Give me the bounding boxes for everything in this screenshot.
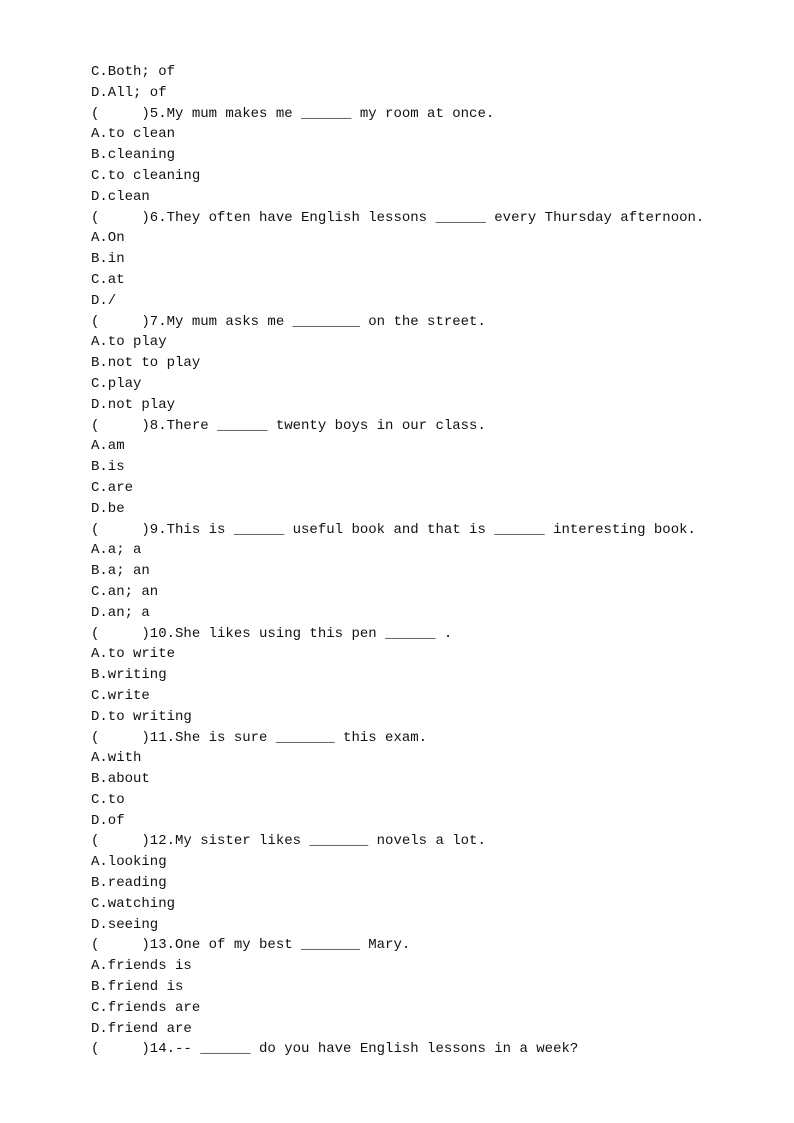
option-line: C.to cleaning bbox=[91, 167, 201, 184]
option-line: B.friend is bbox=[91, 979, 184, 996]
option-line: A.to write bbox=[91, 646, 176, 663]
question-line: ( )13.One of my best _______ Mary. bbox=[91, 937, 411, 954]
option-line: A.a; a bbox=[91, 542, 142, 559]
option-line: C.at bbox=[91, 271, 125, 288]
option-line: A.to clean bbox=[91, 126, 176, 143]
question-line: ( )5.My mum makes me ______ my room at once. bbox=[91, 105, 495, 122]
option-line: A.to play bbox=[91, 334, 167, 351]
question-line: ( )6.They often have English lessons ______ every Thursday afternoon. bbox=[91, 209, 705, 226]
option-line: D.to writing bbox=[91, 708, 192, 725]
option-line: B.not to play bbox=[91, 355, 201, 372]
question-line: ( )8.There ______ twenty boys in our class. bbox=[91, 417, 486, 434]
option-line: C.watching bbox=[91, 895, 176, 912]
option-line: D.an; a bbox=[91, 604, 150, 621]
option-line: B.about bbox=[91, 771, 150, 788]
option-line: C.Both; of bbox=[91, 64, 176, 80]
option-line: D.seeing bbox=[91, 916, 159, 933]
option-line: D.All; of bbox=[91, 84, 167, 101]
worksheet-page bbox=[91, 62, 771, 1060]
question-line: ( )11.She is sure _______ this exam. bbox=[91, 729, 428, 746]
question-line: ( )14.-- ______ do you have English lessons in a week? bbox=[91, 1041, 579, 1058]
option-line: D.clean bbox=[91, 188, 150, 205]
option-line: B.writing bbox=[91, 667, 167, 684]
option-line: D.of bbox=[91, 812, 125, 829]
option-line: A.On bbox=[91, 230, 125, 247]
option-line: A.looking bbox=[91, 854, 167, 871]
option-line: A.am bbox=[91, 438, 125, 455]
option-line: D.not play bbox=[91, 396, 176, 413]
question-line: ( )7.My mum asks me ________ on the street. bbox=[91, 313, 486, 330]
option-line: D.be bbox=[91, 500, 125, 517]
question-line: ( )12.My sister likes _______ novels a lot. bbox=[91, 833, 486, 850]
option-line: C.are bbox=[91, 479, 134, 496]
option-line: C.play bbox=[91, 375, 142, 392]
option-line: B.reading bbox=[91, 875, 167, 892]
option-line: A.friends is bbox=[91, 958, 192, 975]
option-line: D./ bbox=[91, 292, 117, 309]
option-line: B.a; an bbox=[91, 563, 150, 580]
question-line: ( )9.This is ______ useful book and that is ______ interesting book. bbox=[91, 521, 696, 538]
option-line: A.with bbox=[91, 750, 142, 767]
option-line: C.an; an bbox=[91, 583, 159, 600]
option-line: B.in bbox=[91, 251, 125, 268]
option-line: B.cleaning bbox=[91, 147, 176, 164]
option-line: D.friend are bbox=[91, 1020, 192, 1037]
option-line: C.friends are bbox=[91, 999, 201, 1016]
question-line: ( )10.She likes using this pen ______ . bbox=[91, 625, 453, 642]
option-line: C.write bbox=[91, 687, 150, 704]
option-line: B.is bbox=[91, 459, 125, 476]
option-line: C.to bbox=[91, 791, 125, 808]
